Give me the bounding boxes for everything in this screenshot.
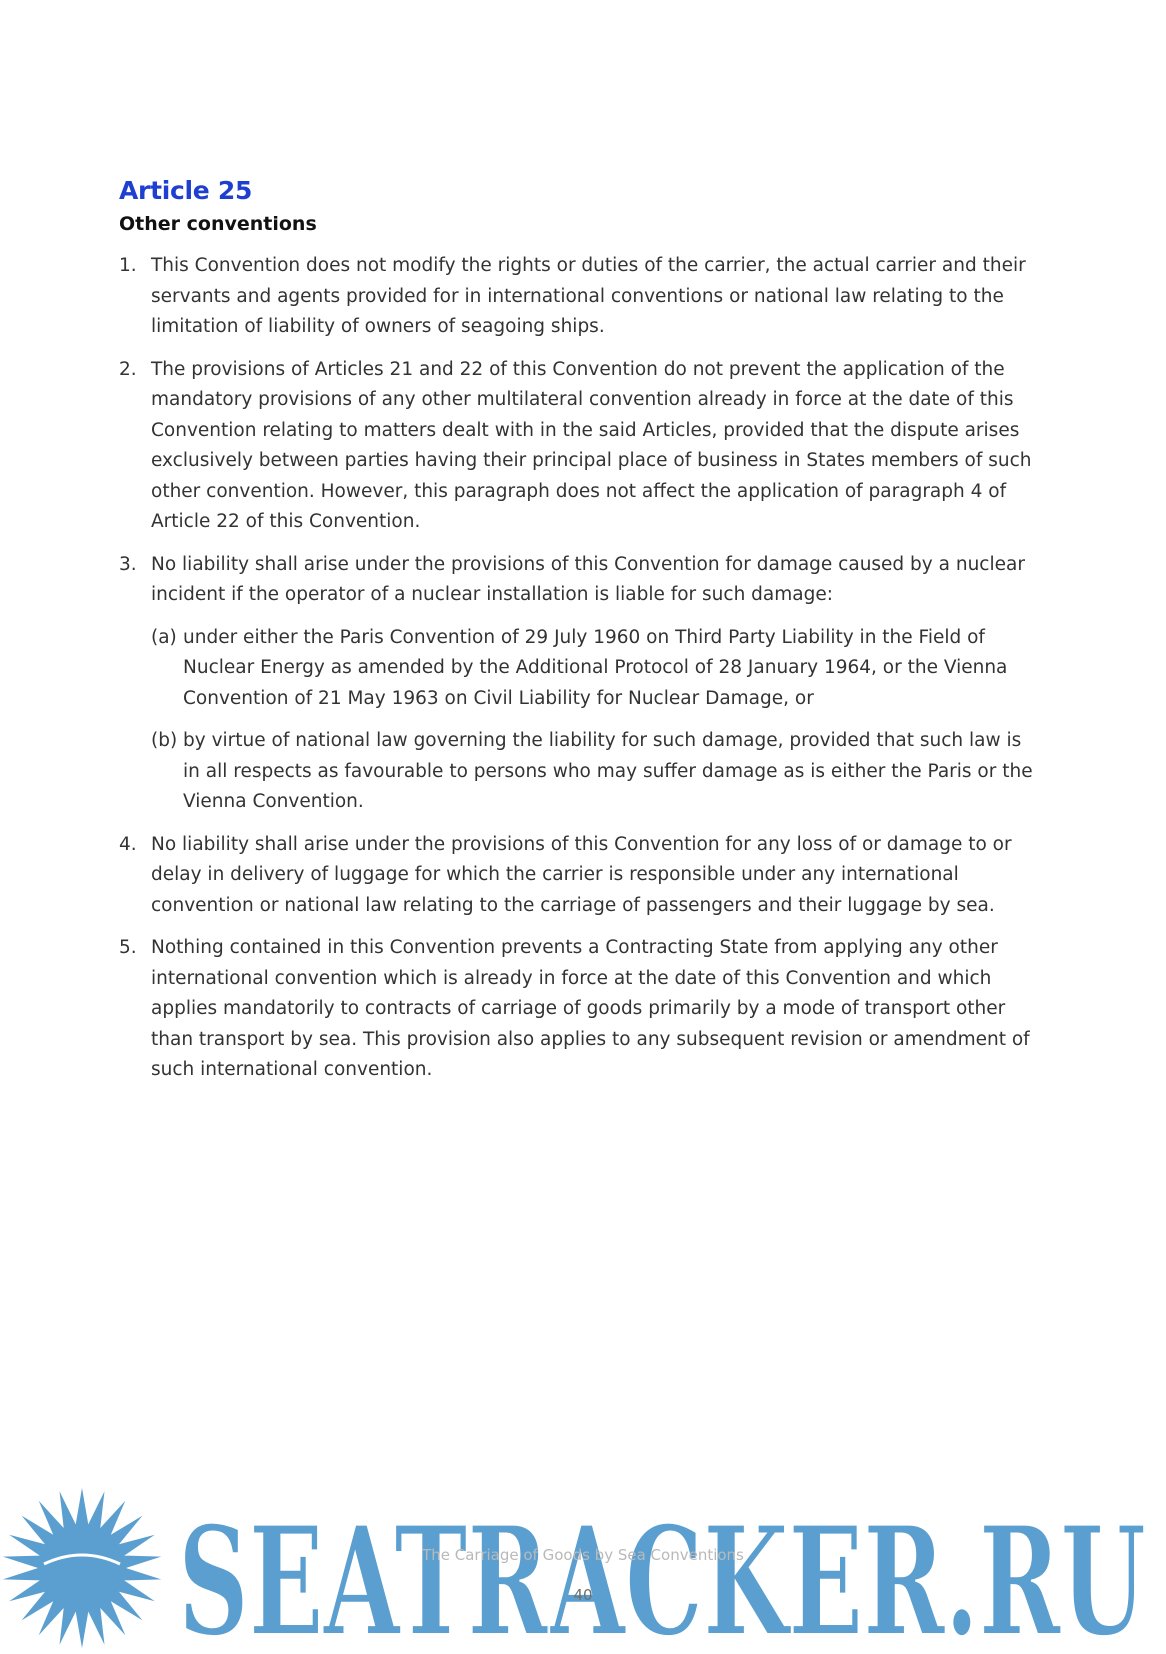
paragraph-number: 4. — [119, 833, 137, 855]
subparagraph-a — [151, 623, 1044, 715]
watermark-text: SEATRACKER.RU — [178, 1494, 1146, 1654]
paragraph-3 — [119, 550, 1044, 611]
subparagraph-text: under either the Paris Convention of 29 July 1960 on Third Party Liability in the Field of Nuclear Energy as amended by the Additional Protocol of 28 January 1964, or the Vienna Convention of 21 May 1963 on Civil Liability for Nuclear Damage, or — [183, 626, 1008, 709]
article-subtitle: Other conventions — [119, 213, 317, 235]
article-body — [119, 251, 1044, 1098]
paragraph-4 — [119, 830, 1044, 922]
paragraph-2 — [119, 355, 1044, 538]
page-number: 40 — [573, 1586, 593, 1604]
paragraph-number: 1. — [119, 255, 137, 276]
subparagraph-b — [151, 726, 1044, 818]
subparagraph-number: (b) — [151, 730, 178, 751]
article-title: Article 25 — [119, 176, 253, 205]
watermark-logo — [0, 1476, 1166, 1654]
paragraph-text: Nothing contained in this Convention prevents a Contracting State from applying any other international convention which is already in force at the date of this Convention and which applies mandatorily to contracts of carriage of goods primarily by a mode of transport other than transport by sea. This provision also applies to any subsequent revision or amendment of such international convention. — [151, 937, 1030, 1080]
paragraph-text: No liability shall arise under the provisions of this Convention for damage caused by a nuclear incident if the operator of a nuclear installation is liable for such damage: — [151, 553, 1025, 605]
sun-icon — [3, 1488, 161, 1648]
subparagraph-number: (a) — [151, 626, 177, 648]
paragraph-5 — [119, 933, 1044, 1086]
paragraph-text: This Convention does not modify the rights or duties of the carrier, the actual carrier and their servants and agents provided for in international conventions or national law relating to the limitation of liability of owners of seagoing ships. — [151, 255, 1026, 337]
paragraph-text: The provisions of Articles 21 and 22 of this Convention do not prevent the application of the mandatory provisions of any other multilateral convention already in force at the date of this Convention relating to matters dealt with in the said Articles, provided that the dispute arises exclusively between parties having their principal place of business in States members of such other convention. However, this paragraph does not affect the application of paragraph 4 of Article 22 of this Convention. — [151, 358, 1032, 532]
paragraph-number: 2. — [119, 358, 137, 380]
paragraph-1 — [119, 251, 1044, 343]
paragraph-number: 3. — [119, 553, 137, 575]
footer-title: The Carriage of Goods by Sea Conventions — [422, 1546, 744, 1564]
paragraph-text: No liability shall arise under the provisions of this Convention for any loss of or damage to or delay in delivery of luggage for which the carrier is responsible under any international convention or national law relating to the carriage of passengers and their luggage by sea. — [151, 833, 1012, 916]
sun-rays — [3, 1488, 161, 1648]
paragraph-number: 5. — [119, 937, 137, 958]
subparagraph-text: by virtue of national law governing the liability for such damage, provided that such law is in all respects as favourable to persons who may suffer damage as is either the Paris or the Vienna Convention. — [183, 730, 1033, 812]
